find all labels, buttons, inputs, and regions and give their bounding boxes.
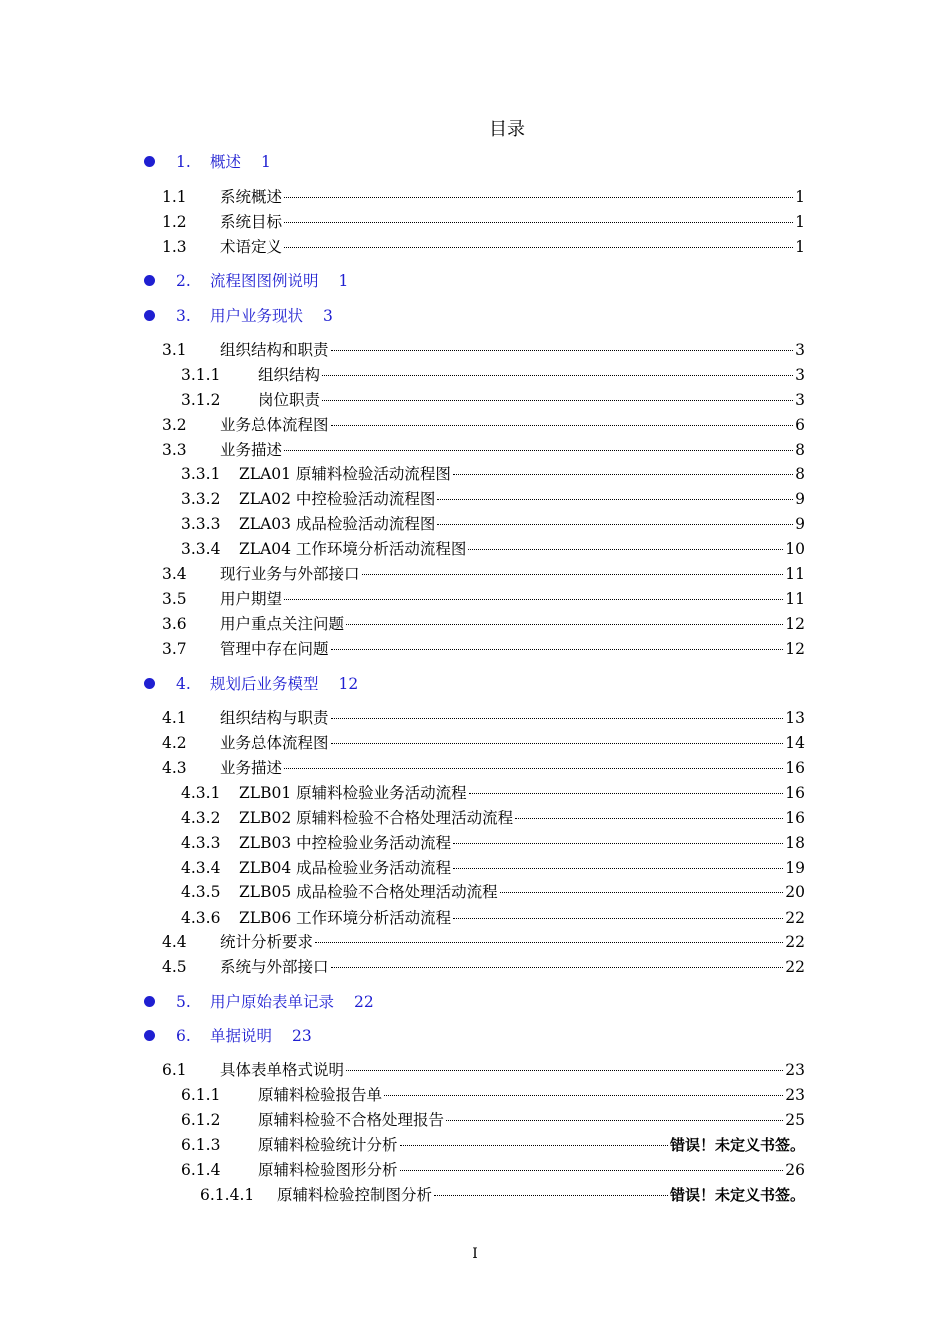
entry-title: 系统概述 <box>220 188 283 206</box>
dot-leader <box>284 768 783 769</box>
entry-line <box>220 930 805 954</box>
entry-number: 1.3 <box>162 238 187 256</box>
entry-number: 4.3.3 <box>181 834 221 852</box>
entry-line <box>220 1058 805 1082</box>
entry-page: 16 <box>785 809 805 827</box>
toc-entry[interactable] <box>0 856 950 880</box>
entry-line <box>220 706 805 730</box>
entry-line <box>258 1158 805 1182</box>
entry-title: 业务描述 <box>220 759 283 777</box>
entry-number: 6.1 <box>162 1061 187 1079</box>
entry-page: 18 <box>785 834 805 852</box>
section-page: 1 <box>338 272 349 290</box>
dot-leader <box>437 524 793 525</box>
entry-number: 3.3 <box>162 441 187 459</box>
entry-number: 6.1.2 <box>181 1111 221 1129</box>
entry-number: 6.1.4 <box>181 1161 221 1179</box>
section-title: 流程图图例说明 <box>210 272 319 290</box>
dot-leader <box>346 1070 783 1071</box>
entry-page: 10 <box>785 540 805 558</box>
toc-entry[interactable] <box>0 1058 950 1082</box>
toc-entry[interactable] <box>0 1083 950 1107</box>
dot-leader <box>500 892 784 893</box>
dot-leader <box>453 918 783 919</box>
entry-number: 3.3.4 <box>181 540 221 558</box>
entry-title: 业务描述 <box>220 441 283 459</box>
dot-leader <box>453 474 793 475</box>
entry-line <box>220 955 805 979</box>
entry-title: ZLA01 原辅料检验活动流程图 <box>239 465 451 483</box>
entry-line <box>239 880 805 904</box>
entry-number: 3.1 <box>162 341 187 359</box>
dot-leader <box>284 197 793 198</box>
toc-entry[interactable] <box>0 831 950 855</box>
entry-number: 3.3.2 <box>181 490 221 508</box>
dot-leader <box>315 942 783 943</box>
toc-entry[interactable] <box>0 781 950 805</box>
toc-section-entry[interactable] <box>0 304 950 328</box>
dot-leader <box>446 1120 783 1121</box>
entry-title: 现行业务与外部接口 <box>220 565 360 583</box>
dot-leader <box>331 743 784 744</box>
entry-number: 4.4 <box>162 933 187 951</box>
entry-page: 11 <box>785 590 805 608</box>
entry-number: 3.3.3 <box>181 515 221 533</box>
toc-entry[interactable] <box>0 1133 950 1157</box>
entry-line <box>239 781 805 805</box>
entry-line <box>239 537 805 561</box>
toc-entry[interactable] <box>0 487 950 511</box>
toc-entry[interactable] <box>0 413 950 437</box>
section-title: 规划后业务模型 <box>210 675 319 693</box>
entry-number: 3.4 <box>162 565 187 583</box>
dot-leader <box>284 599 783 600</box>
section-page: 12 <box>338 675 359 693</box>
toc-entry[interactable] <box>0 930 950 954</box>
entry-line <box>220 438 805 462</box>
toc-entry[interactable] <box>0 637 950 661</box>
section-number: 6. <box>176 1027 191 1045</box>
dot-leader <box>284 247 793 248</box>
entry-page: 9 <box>795 490 805 508</box>
entry-page: 12 <box>785 640 805 658</box>
dot-leader <box>284 222 793 223</box>
entry-line <box>239 906 805 930</box>
dot-leader <box>384 1095 783 1096</box>
toc-section-entry[interactable] <box>0 672 950 696</box>
toc-entry[interactable] <box>0 1183 950 1207</box>
toc-section-entry[interactable] <box>0 990 950 1014</box>
entry-line <box>220 612 805 636</box>
section-title: 用户原始表单记录 <box>210 993 335 1011</box>
entry-number: 4.5 <box>162 958 187 976</box>
toc-section-entry[interactable] <box>0 269 950 293</box>
dot-leader <box>469 793 784 794</box>
dot-leader <box>515 818 783 819</box>
entry-line <box>239 806 805 830</box>
toc-entry[interactable] <box>0 537 950 561</box>
entry-title: 原辅料检验报告单 <box>258 1086 383 1104</box>
entry-line <box>220 235 805 259</box>
entry-number: 4.3.4 <box>181 859 221 877</box>
entry-title: 业务总体流程图 <box>220 416 329 434</box>
entry-number: 3.1.2 <box>181 391 221 409</box>
entry-title: 组织结构 <box>258 366 321 384</box>
toc-entry[interactable] <box>0 1158 950 1182</box>
entry-page: 3 <box>795 391 805 409</box>
entry-line <box>277 1183 805 1207</box>
entry-number: 4.3.5 <box>181 883 221 901</box>
entry-title: 用户期望 <box>220 590 283 608</box>
section-page: 22 <box>354 993 374 1011</box>
entry-line <box>258 1133 805 1157</box>
section-number: 5. <box>176 993 191 1011</box>
entry-number: 1.2 <box>162 213 187 231</box>
entry-title: 具体表单格式说明 <box>220 1061 345 1079</box>
bullet-icon <box>144 996 155 1007</box>
toc-entry[interactable] <box>0 363 950 387</box>
page-number: I <box>472 1246 478 1262</box>
entry-number: 3.5 <box>162 590 187 608</box>
entry-line <box>239 487 805 511</box>
entry-line <box>258 363 805 387</box>
entry-line <box>220 587 805 611</box>
toc-section-entry[interactable] <box>0 1024 950 1048</box>
entry-title: 原辅料检验不合格处理报告 <box>258 1111 445 1129</box>
entry-line <box>258 388 805 412</box>
section-number: 2. <box>176 272 191 290</box>
section-number: 1. <box>176 153 191 171</box>
section-number: 4. <box>176 675 191 693</box>
toc-entry[interactable] <box>0 612 950 636</box>
entry-page: 20 <box>785 883 805 901</box>
entry-page: 13 <box>785 709 805 727</box>
toc-entry[interactable] <box>0 756 950 780</box>
entry-number: 4.3.1 <box>181 784 221 802</box>
entry-page: 3 <box>795 341 805 359</box>
entry-title: 系统与外部接口 <box>220 958 329 976</box>
entry-title: ZLB01 原辅料检验业务活动流程 <box>239 784 467 802</box>
section-title: 概述 <box>210 153 242 171</box>
entry-title: ZLB03 中控检验业务活动流程 <box>239 834 452 852</box>
toc-entry[interactable] <box>0 235 950 259</box>
dot-leader <box>322 400 793 401</box>
dot-leader <box>331 718 784 719</box>
entry-line <box>220 637 805 661</box>
toc-entry[interactable] <box>0 731 950 755</box>
entry-page: 6 <box>795 416 805 434</box>
entry-page: 23 <box>785 1086 805 1104</box>
entry-page: 8 <box>795 465 805 483</box>
entry-page: 1 <box>795 238 805 256</box>
entry-page: 26 <box>785 1161 805 1179</box>
section-page: 3 <box>323 307 333 325</box>
entry-title: 用户重点关注问题 <box>220 615 345 633</box>
entry-number: 4.3.2 <box>181 809 221 827</box>
entry-title: 原辅料检验控制图分析 <box>277 1186 433 1204</box>
entry-number: 3.2 <box>162 416 187 434</box>
entry-number: 3.6 <box>162 615 187 633</box>
entry-title: ZLB04 成品检验业务活动流程 <box>239 859 452 877</box>
section-number: 3. <box>176 307 191 325</box>
entry-page: 1 <box>795 188 805 206</box>
dot-leader <box>331 350 794 351</box>
page-title: 目录 <box>489 119 525 140</box>
entry-title: 管理中存在问题 <box>220 640 329 658</box>
entry-number: 1.1 <box>162 188 187 206</box>
toc-entry[interactable] <box>0 512 950 536</box>
section-page: 23 <box>292 1027 312 1045</box>
toc-entry[interactable] <box>0 438 950 462</box>
entry-page: 22 <box>785 933 805 951</box>
entry-title: 原辅料检验统计分析 <box>258 1136 398 1154</box>
entry-title: ZLB05 成品检验不合格处理活动流程 <box>239 883 498 901</box>
entry-line <box>239 512 805 536</box>
entry-line <box>220 756 805 780</box>
dot-leader <box>362 574 784 575</box>
entry-page: 22 <box>785 909 805 927</box>
entry-line <box>220 413 805 437</box>
entry-line <box>258 1083 805 1107</box>
entry-title: ZLB06 工作环境分析活动流程 <box>239 909 452 927</box>
entry-page: 错误！未定义书签。 <box>669 1186 805 1204</box>
entry-number: 4.2 <box>162 734 187 752</box>
dot-leader <box>400 1145 668 1146</box>
toc-entry[interactable] <box>0 706 950 730</box>
bullet-icon <box>144 678 155 689</box>
entry-line <box>239 856 805 880</box>
toc-entry[interactable] <box>0 906 950 930</box>
toc-entry[interactable] <box>0 562 950 586</box>
entry-line <box>220 210 805 234</box>
entry-page: 14 <box>785 734 805 752</box>
entry-line <box>220 731 805 755</box>
toc-entry[interactable] <box>0 955 950 979</box>
section-title: 单据说明 <box>210 1027 273 1045</box>
entry-page: 25 <box>785 1111 805 1129</box>
entry-page: 19 <box>785 859 805 877</box>
bullet-icon <box>144 275 155 286</box>
entry-title: ZLA04 工作环境分析活动流程图 <box>239 540 467 558</box>
entry-page: 16 <box>785 784 805 802</box>
entry-title: 组织结构和职责 <box>220 341 329 359</box>
entry-title: ZLB02 原辅料检验不合格处理活动流程 <box>239 809 514 827</box>
entry-title: 岗位职责 <box>258 391 321 409</box>
entry-number: 6.1.4.1 <box>200 1186 255 1204</box>
entry-line <box>220 562 805 586</box>
dot-leader <box>331 649 784 650</box>
entry-number: 4.1 <box>162 709 187 727</box>
dot-leader <box>400 1170 784 1171</box>
entry-page: 12 <box>785 615 805 633</box>
dot-leader <box>437 499 793 500</box>
entry-title: 组织结构与职责 <box>220 709 329 727</box>
entry-title: 术语定义 <box>220 238 283 256</box>
entry-number: 3.1.1 <box>181 366 221 384</box>
dot-leader <box>434 1195 668 1196</box>
entry-line <box>220 185 805 209</box>
entry-title: 统计分析要求 <box>220 933 314 951</box>
toc-entry[interactable] <box>0 806 950 830</box>
entry-page: 错误！未定义书签。 <box>669 1136 805 1154</box>
toc-entry[interactable] <box>0 388 950 412</box>
bullet-icon <box>144 310 155 321</box>
toc-entry[interactable] <box>0 462 950 486</box>
toc-section-entry[interactable] <box>0 150 950 174</box>
entry-page: 11 <box>785 565 805 583</box>
dot-leader <box>468 549 783 550</box>
toc-entry[interactable] <box>0 185 950 209</box>
dot-leader <box>346 624 783 625</box>
dot-leader <box>453 843 783 844</box>
entry-line <box>258 1108 805 1132</box>
dot-leader <box>322 375 793 376</box>
entry-number: 6.1.3 <box>181 1136 221 1154</box>
entry-number: 6.1.1 <box>181 1086 221 1104</box>
entry-page: 22 <box>785 958 805 976</box>
bullet-icon <box>144 156 155 167</box>
toc-entry[interactable] <box>0 1108 950 1132</box>
entry-title: ZLA02 中控检验活动流程图 <box>239 490 436 508</box>
toc-entry[interactable] <box>0 587 950 611</box>
dot-leader <box>453 868 783 869</box>
entry-page: 16 <box>785 759 805 777</box>
dot-leader <box>284 450 793 451</box>
toc-entry[interactable] <box>0 338 950 362</box>
entry-title: 业务总体流程图 <box>220 734 329 752</box>
dot-leader <box>331 425 794 426</box>
entry-line <box>239 462 805 486</box>
entry-page: 3 <box>795 366 805 384</box>
bullet-icon <box>144 1030 155 1041</box>
entry-page: 8 <box>795 441 805 459</box>
entry-number: 3.7 <box>162 640 187 658</box>
entry-number: 4.3 <box>162 759 187 777</box>
entry-number: 4.3.6 <box>181 909 221 927</box>
toc-entry[interactable] <box>0 210 950 234</box>
section-title: 用户业务现状 <box>210 307 304 325</box>
entry-number: 3.3.1 <box>181 465 221 483</box>
entry-title: 原辅料检验图形分析 <box>258 1161 398 1179</box>
entry-line <box>239 831 805 855</box>
entry-page: 9 <box>795 515 805 533</box>
entry-title: ZLA03 成品检验活动流程图 <box>239 515 436 533</box>
entry-line <box>220 338 805 362</box>
entry-page: 1 <box>795 213 805 231</box>
section-page: 1 <box>261 153 271 171</box>
dot-leader <box>331 967 784 968</box>
entry-title: 系统目标 <box>220 213 283 231</box>
toc-entry[interactable] <box>0 880 950 904</box>
entry-page: 23 <box>785 1061 805 1079</box>
